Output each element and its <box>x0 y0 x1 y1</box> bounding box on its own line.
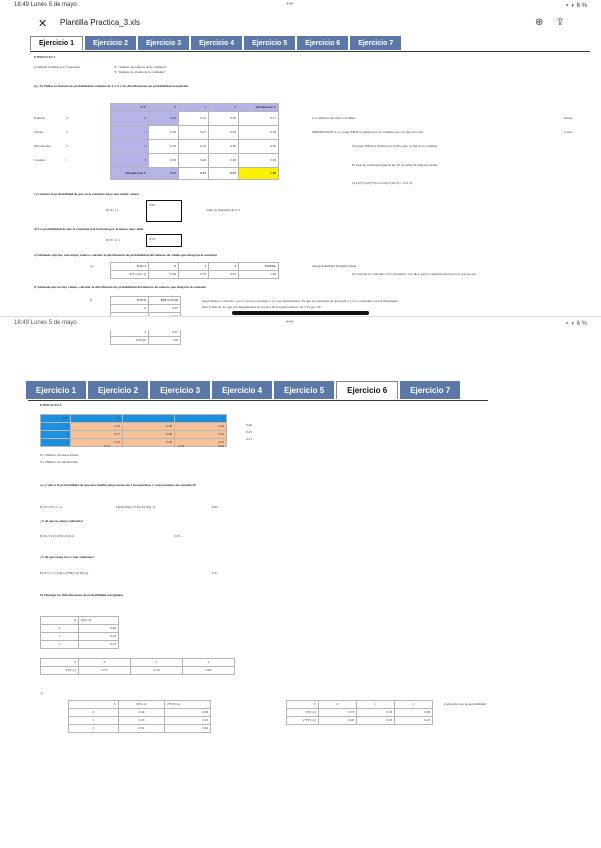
joint-cell[interactable]: 0.27 <box>179 126 209 140</box>
sheet-tabs-2 <box>26 381 462 399</box>
ey-header-cell: Y <box>287 701 319 709</box>
marginal-y-cell[interactable]: 0.47 <box>179 168 209 180</box>
joint-cell[interactable]: 0.20 <box>149 140 179 154</box>
battery-indicator-2: ⚬ ◐ 6 % <box>564 321 587 327</box>
cond-header-cell: TOTAL <box>239 263 279 271</box>
row-count: 4 <box>66 116 68 120</box>
joint6-cell[interactable]: 0.23 <box>71 439 123 447</box>
tab-ejercicio-1[interactable]: Ejercicio 1 <box>26 381 86 399</box>
joint-cell[interactable]: 0.03 <box>209 126 239 140</box>
joint-cell[interactable]: 0.10 <box>179 140 209 154</box>
joint-cell[interactable]: 0.20 <box>149 126 179 140</box>
py-header-cell: 0 <box>79 659 131 667</box>
joint6-cell[interactable]: 0.02 <box>175 431 227 439</box>
f-note-1: Aquí tampoco coincide...por lo cual las variables x e y son dependientes. Ya que no coinciden de aprobado e y f no coinciden con las marginales. <box>202 299 399 303</box>
joint-header-cell: X/Y <box>111 104 149 112</box>
ey-row-label[interactable]: P(Y=y) <box>287 709 319 717</box>
sheet1-var-y: Y: "número de viudas de la comisión" <box>114 70 166 74</box>
condx-cell[interactable]: 0.07 <box>149 305 181 313</box>
tab-ejercicio-3[interactable]: Ejercicio 3 <box>150 381 210 399</box>
ex-header-cell: P(X=x) <box>119 701 165 709</box>
cond-row-label[interactable]: P(Y=y|X=1) <box>111 271 149 279</box>
ey-cell[interactable]: 0.18 <box>395 717 433 725</box>
ex-header-cell: X <box>69 701 119 709</box>
row-marginal: 0.23 <box>246 430 252 434</box>
joint-row-x[interactable]: 0 <box>111 112 149 126</box>
tab-ejercicio-5[interactable]: Ejercicio 5 <box>274 381 334 399</box>
tab-ejercicio-2[interactable]: Ejercicio 2 <box>85 36 136 50</box>
file-name: Plantilla Practica_3.xls <box>60 18 141 27</box>
d-result-box[interactable] <box>146 234 182 247</box>
marginal-y-cell[interactable]: 0.47 <box>149 168 179 180</box>
joint6-header-cell: 2 <box>175 415 227 423</box>
px-header-cell: X <box>41 617 79 625</box>
condx-row-x[interactable]: 0 <box>111 305 149 313</box>
ey-header-cell: 2 <box>395 701 433 709</box>
multitask-dots-2[interactable]: ••• <box>286 319 294 326</box>
px-cell[interactable]: 0.23 <box>79 633 119 641</box>
cond-cell[interactable]: 0.40 <box>149 271 179 279</box>
px-row-x[interactable]: 1 <box>41 633 79 641</box>
row-marginal: 0.46 <box>246 423 252 427</box>
conditional-y-table <box>110 262 279 279</box>
py-cell[interactable]: 0.18 <box>131 667 183 675</box>
tab-ejercicio-2[interactable]: Ejercicio 2 <box>88 381 148 399</box>
sheet1-question-ab: a) y b) Hallar la función de probabilidad conjunta de X e Y y las distribuciones de probabilidad marginales <box>34 84 189 88</box>
c-result-6: 0.11 <box>212 571 218 575</box>
f-label: f) <box>90 298 93 302</box>
status-time-2: 18:49 Lunes 5 de mayo <box>14 320 77 326</box>
joint6-cell[interactable]: 0.06 <box>123 439 175 447</box>
py-header-cell: 2 <box>183 659 235 667</box>
close-icon[interactable]: ✕ <box>38 18 48 30</box>
cond-header-cell: 2 <box>209 263 239 271</box>
c-note: Tomo la marginal de x=1 <box>206 208 241 212</box>
a-expression: P( X<2,Y<=1 )= <box>40 505 63 509</box>
joint-table-6 <box>40 414 227 447</box>
px-row-x[interactable]: 0 <box>41 625 79 633</box>
ex-cell[interactable]: 0.31 <box>119 725 165 733</box>
ex-header-cell: x*P(X=x) <box>165 701 211 709</box>
px-cell[interactable]: 0.46 <box>79 625 119 633</box>
ey-row-label[interactable]: y*P(Y=y) <box>287 717 319 725</box>
joint6-cell[interactable]: 0.06 <box>123 431 175 439</box>
py-row-label[interactable]: P(Y=y) <box>41 667 79 675</box>
marginal-x-table <box>40 616 119 649</box>
marginal-y-table <box>40 658 235 675</box>
px-row-x[interactable]: 2 <box>41 641 79 649</box>
col-total: 0.09 <box>218 444 224 448</box>
d-result: 0.53 <box>149 237 155 241</box>
b-result: 0.33 <box>174 534 180 538</box>
joint-cell[interactable]: 0.10 <box>179 112 209 126</box>
share-icon[interactable]: ⇪ <box>556 17 565 28</box>
sheet1-var-x: X: "número de señoras de la comisión" <box>114 65 168 69</box>
multitask-dots[interactable]: ••• <box>286 1 294 8</box>
col-total: 0.73 <box>104 444 110 448</box>
ex-cell[interactable]: 0.00 <box>165 709 211 717</box>
row-label: Casados <box>34 158 46 162</box>
f-note-2: Otra forma de ver que son dependientes es ver si 1/30 es igual producto de 7/15 por 1/6 <box>202 305 321 309</box>
joint-header-cell: 0 <box>149 104 179 112</box>
sheet1-question-c: c) Calcular la probabilidad de que en la comisión haya una mujer soltera <box>34 192 140 196</box>
sheet6-question-c: ¿Y de que tenga tres o más vehículos? <box>40 555 95 559</box>
ey-header-cell: 1 <box>357 701 395 709</box>
joint-header-cell: 2 <box>209 104 239 112</box>
legend-y: Y= Número de automóviles <box>40 460 78 464</box>
joint-cell[interactable]: 0.05 <box>149 154 179 168</box>
row-label: Divorciadas <box>34 144 51 148</box>
ey-cell[interactable]: 0.09 <box>395 709 433 717</box>
joint-marginal-cell[interactable]: 0.03 <box>239 154 279 168</box>
marginal-total-cell[interactable]: 1.00 <box>239 168 279 180</box>
joint-row-x[interactable]: 1 <box>111 126 149 140</box>
ey-cell[interactable]: 0.00 <box>319 717 357 725</box>
sheet1-heading: EJERCICIO 1 <box>34 55 56 59</box>
condx-row-x[interactable]: 3 <box>111 329 149 337</box>
note-limit: La comision nos marca el limite <box>312 116 356 120</box>
condx-cell[interactable]: 0.07 <box>149 329 181 337</box>
collaborate-icon[interactable]: ⊕ <box>535 17 544 28</box>
c-result-box[interactable] <box>146 200 182 222</box>
ey-cell[interactable]: 0.18 <box>357 717 395 725</box>
t2-note: Cada valor por su probabilidad <box>444 702 486 706</box>
joint-table <box>110 103 279 180</box>
joint-header-cell: 1 <box>179 104 209 112</box>
e-note-2: Si coincide no coincide con la marginal...nos dice que la condición afecta por lo que no son <box>352 272 476 276</box>
joint6-header-cell: X/Y <box>41 415 71 423</box>
row-label: Solteras <box>34 116 45 120</box>
status-bar <box>0 0 601 12</box>
e-label: e) <box>90 264 93 268</box>
status-time: 18:49 Lunes 5 de mayo <box>14 2 77 8</box>
tab-ejercicio-7[interactable]: Ejercicio 7 <box>350 36 401 50</box>
cond-cell[interactable]: 0.07 <box>209 271 239 279</box>
py-header-cell: 1 <box>131 659 183 667</box>
py-header-cell: Y <box>41 659 79 667</box>
marginal-y-label[interactable]: Marginal de Y <box>111 168 149 180</box>
d-expression: P( Y>=1 ) <box>106 238 120 242</box>
formula-text: C(4,0)*C(2,0)*C(4,3-0-0)/C(10,3) = 1/10 3) <box>352 181 413 185</box>
joint-cell[interactable]: 0.00 <box>179 154 209 168</box>
joint6-cell[interactable]: 0.04 <box>175 423 227 431</box>
cond-header-cell: 0 <box>149 263 179 271</box>
joint6-cell[interactable]: 0.03 <box>175 439 227 447</box>
cond-header-cell: X/X=1 <box>111 263 149 271</box>
tab-ejercicio-6[interactable]: Ejercicio 6 <box>336 381 398 399</box>
ex-row-x[interactable]: 0 <box>69 709 119 717</box>
ex-cell[interactable]: 0.46 <box>119 709 165 717</box>
joint6-header-cell: 0 <box>71 415 123 423</box>
joint-cell[interactable]: 0.02 <box>149 112 179 126</box>
joint-header-cell: Marginal de X <box>239 104 279 112</box>
px-header-cell: P(X=x) <box>79 617 119 625</box>
sheet1-question-d: d) La probabilidad de que la comisión esté formada por al menos una viuda. <box>34 227 145 231</box>
tab-ejercicio-1[interactable]: Ejercicio 1 <box>30 36 83 50</box>
sheet6-question-marginals: b) Obtenga las distribuciones de probabilidad marginales <box>40 593 124 597</box>
cond-cell[interactable]: 1.00 <box>239 271 279 279</box>
expectation-x-table <box>68 700 211 733</box>
ey-cell[interactable]: 0.18 <box>357 709 395 717</box>
sheet6-heading: EJERCICIO 6 <box>40 403 62 407</box>
joint6-row-x[interactable]: 1 <box>41 431 71 439</box>
joint-row-x[interactable]: 3 <box>111 154 149 168</box>
joint-cell[interactable]: 0.00 <box>209 154 239 168</box>
sheet1-intro: Comisión formada por 3 personas <box>34 65 80 69</box>
ey-header-cell: 0 <box>319 701 357 709</box>
tab-ejercicio-3[interactable]: Ejercicio 3 <box>138 36 189 50</box>
title-bar <box>0 12 601 34</box>
col-total: 0.18 <box>178 444 184 448</box>
row-marginal: 0.31 <box>246 437 252 441</box>
joint6-cell[interactable]: 0.33 <box>71 423 123 431</box>
row-count: 2 <box>66 130 68 134</box>
ex-cell[interactable]: 0.23 <box>119 717 165 725</box>
ey-cell[interactable]: 0.73 <box>319 709 357 717</box>
joint-marginal-cell[interactable]: 0.17 <box>239 112 279 126</box>
py-cell[interactable]: 0.73 <box>79 667 131 675</box>
condx-header-cell: X/Y=0 <box>111 297 149 305</box>
tab-ejercicio-6[interactable]: Ejercicio 6 <box>297 36 348 50</box>
sheet1-question-f: f) Sabiendo que no hay viudas, calcular la distribución de probabilidad del número de señoras que integran la comisión <box>34 285 207 289</box>
joint-marginal-cell[interactable]: 0.50 <box>239 126 279 140</box>
sheet-ejercicio-6 <box>28 400 488 740</box>
row-count: 1 <box>66 158 68 162</box>
condx-header-cell: P(X=x/Y=0) <box>149 297 181 305</box>
sheet1-question-e: e) Sabiendo que hay una mujer soltera, calcular la distribución de probabilidad del número de viudas que integran la comisión <box>34 253 217 257</box>
c-label-6: c) <box>40 691 43 695</box>
condx-row-x[interactable]: TOTAL <box>111 337 149 345</box>
px-cell[interactable]: 0.31 <box>79 641 119 649</box>
marginal-y-cell[interactable]: 0.07 <box>209 168 239 180</box>
home-indicator[interactable] <box>232 311 369 315</box>
joint6-row-x[interactable]: 0 <box>41 423 71 431</box>
joint-cell[interactable]: 0.00 <box>209 140 239 154</box>
note-fixed-column: Si pongo H$30 se desliza por la fila, pero se fija en la columna <box>352 144 438 148</box>
e-note-1: una probabilidad marginal fijada <box>312 264 357 268</box>
condx-cell[interactable]: 1.00 <box>149 337 181 345</box>
status-bar-2 <box>0 316 601 330</box>
expectation-y-table <box>286 700 433 725</box>
sheet-tabs <box>30 36 403 50</box>
row-label: Viudas <box>34 130 44 134</box>
tab-ejercicio-4[interactable]: Ejercicio 4 <box>212 381 272 399</box>
note-important: IMPORTANTE si yo pongo $H39 se desliza por la columna, pero se fija en la fila <box>312 130 424 134</box>
cond-cell[interactable]: 0.53 <box>179 271 209 279</box>
c-expression: P( X=1 ) <box>106 208 118 212</box>
sheet6-question-a: a) ¿Cuál es la probabilidad de que una familia tenga menos de 2 motocicletas y como máximo un automóvil? <box>40 483 197 487</box>
c-expression-6: P( X+y>=3 )=P(1,2)+P(2,1)+P(2,2) <box>40 571 89 575</box>
tab-ejercicio-5[interactable]: Ejercicio 5 <box>244 36 295 50</box>
tab-ejercicio-4[interactable]: Ejercicio 4 <box>191 36 242 50</box>
joint6-cell[interactable]: 0.17 <box>71 431 123 439</box>
joint6-row-x[interactable]: 2 <box>41 439 71 447</box>
joint6-cell[interactable]: 0.08 <box>123 423 175 431</box>
joint-row-x[interactable]: 2 <box>111 140 149 154</box>
a-sum: P(0,0)+P(0,1)+P(1,0)+P(1,1) <box>116 505 156 509</box>
ex-row-x[interactable]: 2 <box>69 725 119 733</box>
a-result: 0.62 <box>212 505 218 509</box>
c-result: 0.50 <box>149 203 155 207</box>
joint-cell[interactable]: 0.05 <box>209 112 239 126</box>
ex-cell[interactable]: 0.23 <box>165 717 211 725</box>
battery-indicator: ⚬ ◐ 6 % <box>564 3 587 9</box>
tab-ejercicio-7[interactable]: Ejercicio 7 <box>400 381 460 399</box>
cut-text: La ma <box>564 130 573 134</box>
py-cell[interactable]: 0.09 <box>183 667 235 675</box>
note-total: El total de comisiones puede ser 10, la suma de mujeres totales <box>352 163 438 167</box>
sheet6-question-b: ¿Y de que no tenga vehículos? <box>40 519 84 523</box>
ex-row-x[interactable]: 1 <box>69 717 119 725</box>
ex-cell[interactable]: 0.62 <box>165 725 211 733</box>
cut-text: Dond <box>564 116 572 120</box>
joint6-header-cell: 1 <box>123 415 175 423</box>
legend-x: X= Número de motocicletas <box>40 453 79 457</box>
joint-marginal-cell[interactable]: 0.30 <box>239 140 279 154</box>
b-expression: P( X=Y=0 )=P(X=0,Y=0 <box>40 534 75 538</box>
cond-header-cell: 1 <box>179 263 209 271</box>
row-count: 3 <box>66 144 68 148</box>
